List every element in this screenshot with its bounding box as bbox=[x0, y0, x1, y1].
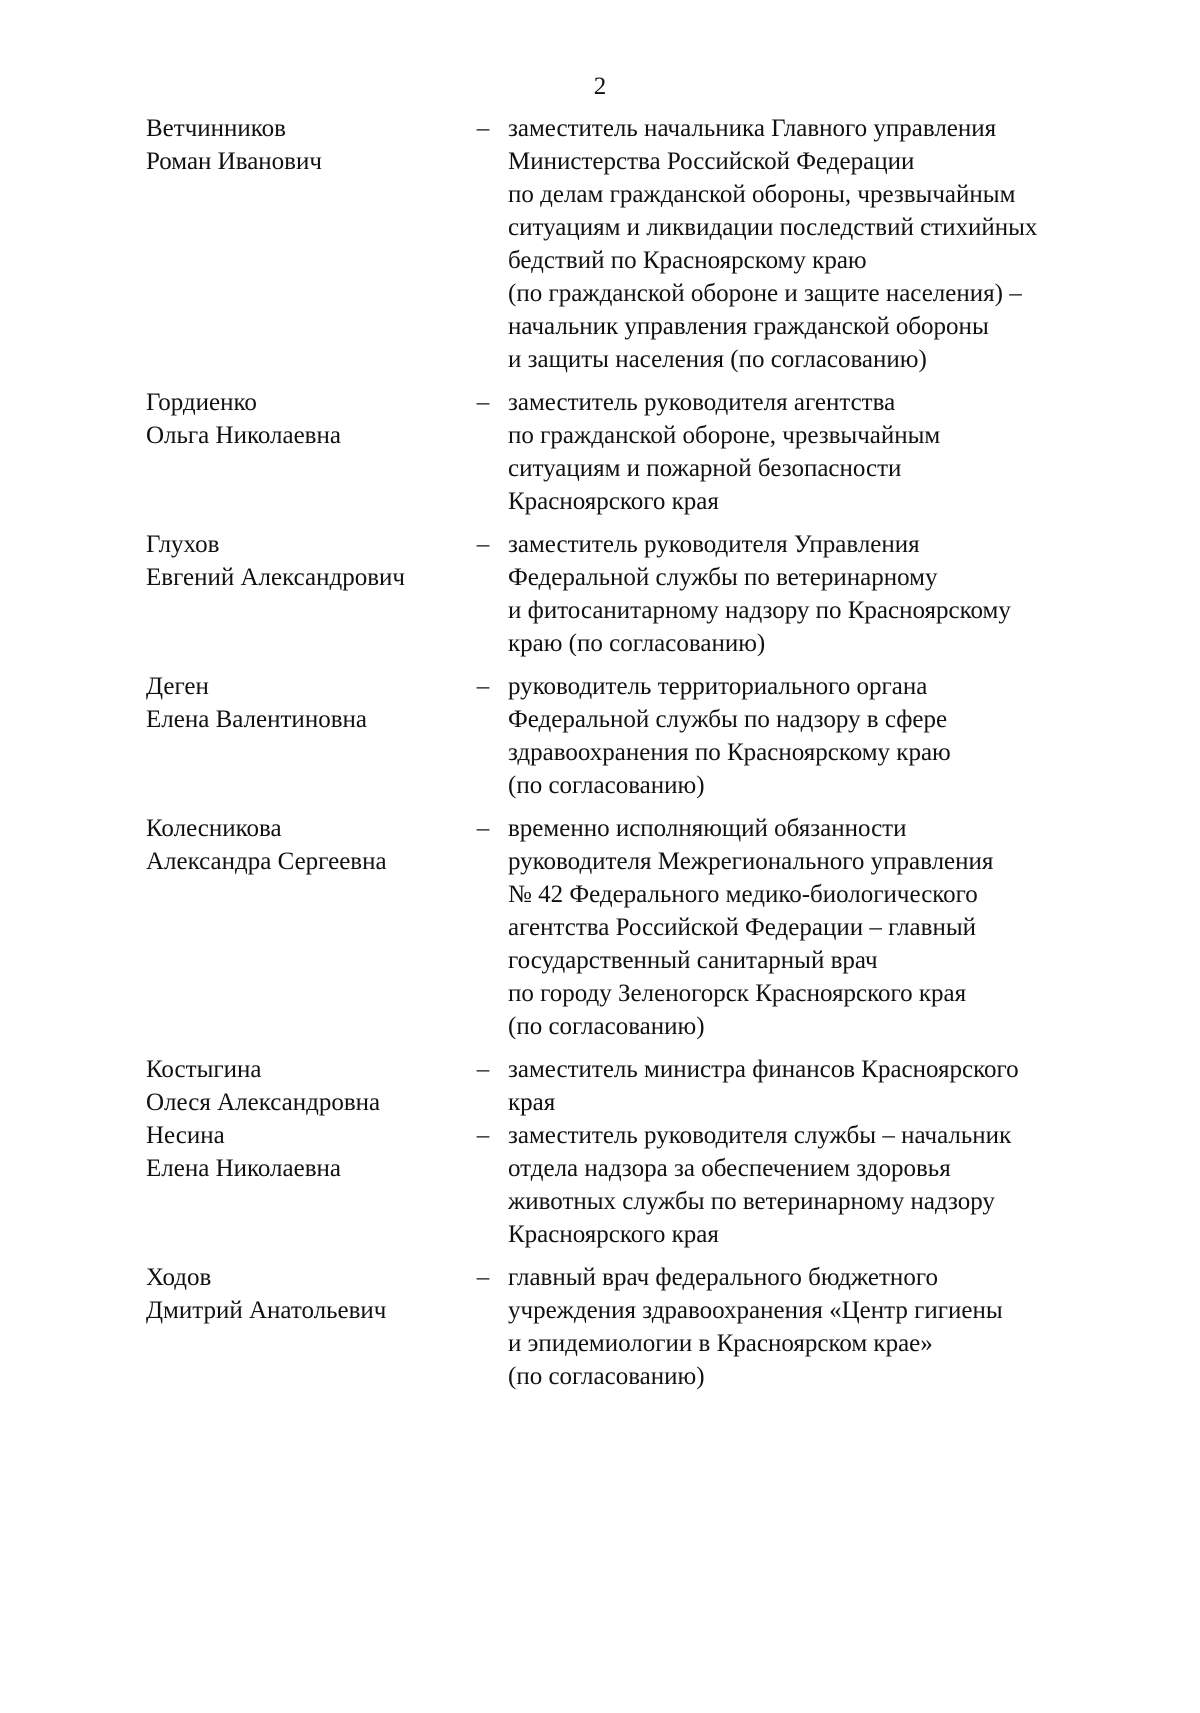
surname: Гордиенко bbox=[146, 389, 257, 416]
surname: Глухов bbox=[146, 531, 220, 558]
description-line: бедствий по Красноярскому краю bbox=[508, 247, 867, 274]
person-name bbox=[146, 112, 458, 178]
given-names: Елена Валентиновна bbox=[146, 706, 367, 733]
person-name bbox=[146, 1053, 458, 1119]
list-item bbox=[146, 812, 1106, 1043]
given-names: Роман Иванович bbox=[146, 148, 322, 175]
given-names: Дмитрий Анатольевич bbox=[146, 1297, 387, 1324]
list-item bbox=[146, 386, 1106, 518]
description-line: и эпидемиологии в Красноярском крае» bbox=[508, 1330, 933, 1357]
description-line: края bbox=[508, 1089, 556, 1116]
description-line: начальник управления гражданской обороны bbox=[508, 313, 989, 340]
position-description bbox=[508, 1261, 1106, 1393]
given-names: Елена Николаевна bbox=[146, 1155, 341, 1182]
members-list bbox=[146, 112, 1106, 1393]
description-line: Красноярского края bbox=[508, 1221, 719, 1248]
surname: Несина bbox=[146, 1122, 225, 1149]
description-line: временно исполняющий обязанности bbox=[508, 815, 907, 842]
position-description bbox=[508, 112, 1106, 376]
separator-dash: – bbox=[476, 531, 490, 558]
person-name bbox=[146, 812, 458, 878]
position-description bbox=[508, 386, 1106, 518]
description-line: ситуациям и пожарной безопасности bbox=[508, 455, 902, 482]
separator-dash: – bbox=[476, 673, 490, 700]
description-line: заместитель министра финансов Красноярского bbox=[508, 1056, 1019, 1083]
description-line: здравоохранения по Красноярскому краю bbox=[508, 739, 951, 766]
person-name bbox=[146, 1261, 458, 1327]
description-line: (по гражданской обороне и защите населения) – bbox=[508, 280, 1022, 307]
position-description bbox=[508, 670, 1106, 802]
given-names: Евгений Александрович bbox=[146, 564, 405, 591]
description-line: заместитель начальника Главного управления bbox=[508, 115, 997, 142]
description-line: № 42 Федерального медико-биологического bbox=[508, 881, 978, 908]
description-line: ситуациям и ликвидации последствий стихийных bbox=[508, 214, 1038, 241]
description-line: и фитосанитарному надзору по Красноярскому bbox=[508, 597, 1011, 624]
description-line: руководитель территориального органа bbox=[508, 673, 928, 700]
surname: Колесникова bbox=[146, 815, 282, 842]
description-line: главный врач федерального бюджетного bbox=[508, 1264, 938, 1291]
list-item bbox=[146, 112, 1106, 376]
description-line: Федеральной службы по надзору в сфере bbox=[508, 706, 948, 733]
list-item bbox=[146, 1053, 1106, 1119]
given-names: Ольга Николаевна bbox=[146, 422, 341, 449]
separator-dash: – bbox=[476, 1122, 490, 1149]
description-line: отдела надзора за обеспечением здоровья bbox=[508, 1155, 951, 1182]
surname: Ходов bbox=[146, 1264, 212, 1291]
description-line: заместитель руководителя агентства bbox=[508, 389, 896, 416]
description-line: по делам гражданской обороны, чрезвычайным bbox=[508, 181, 1016, 208]
surname: Деген bbox=[146, 673, 209, 700]
description-line: заместитель руководителя службы – начальник bbox=[508, 1122, 1012, 1149]
description-line: государственный санитарный врач bbox=[508, 947, 878, 974]
position-description bbox=[508, 1053, 1106, 1119]
person-name bbox=[146, 670, 458, 736]
separator-dash: – bbox=[476, 1056, 490, 1083]
list-item bbox=[146, 1119, 1106, 1251]
position-description bbox=[508, 1119, 1106, 1251]
description-line: Министерства Российской Федерации bbox=[508, 148, 915, 175]
description-line: заместитель руководителя Управления bbox=[508, 531, 920, 558]
description-line: (по согласованию) bbox=[508, 772, 705, 799]
separator-dash: – bbox=[476, 1264, 490, 1291]
position-description bbox=[508, 812, 1106, 1043]
list-item bbox=[146, 1261, 1106, 1393]
given-names: Олеся Александровна bbox=[146, 1089, 381, 1116]
separator-dash: – bbox=[476, 389, 490, 416]
description-line: руководителя Межрегионального управления bbox=[508, 848, 994, 875]
description-line: краю (по согласованию) bbox=[508, 630, 766, 657]
surname: Ветчинников bbox=[146, 115, 286, 142]
list-item bbox=[146, 670, 1106, 802]
description-line: Федеральной службы по ветеринарному bbox=[508, 564, 938, 591]
position-description bbox=[508, 528, 1106, 660]
separator-dash: – bbox=[476, 815, 490, 842]
separator-dash: – bbox=[476, 115, 490, 142]
surname: Костыгина bbox=[146, 1056, 262, 1083]
description-line: (по согласованию) bbox=[508, 1013, 705, 1040]
description-line: животных службы по ветеринарному надзору bbox=[508, 1188, 995, 1215]
description-line: учреждения здравоохранения «Центр гигиены bbox=[508, 1297, 1003, 1324]
person-name bbox=[146, 1119, 458, 1185]
description-line: (по согласованию) bbox=[508, 1363, 705, 1390]
person-name bbox=[146, 386, 458, 452]
given-names: Александра Сергеевна bbox=[146, 848, 387, 875]
person-name bbox=[146, 528, 458, 594]
description-line: по городу Зеленогорск Красноярского края bbox=[508, 980, 967, 1007]
description-line: Красноярского края bbox=[508, 488, 719, 515]
description-line: по гражданской обороне, чрезвычайным bbox=[508, 422, 941, 449]
description-line: агентства Российской Федерации – главный bbox=[508, 914, 977, 941]
page-number: 2 bbox=[593, 73, 607, 100]
description-line: и защиты населения (по согласованию) bbox=[508, 346, 927, 373]
list-item bbox=[146, 528, 1106, 660]
